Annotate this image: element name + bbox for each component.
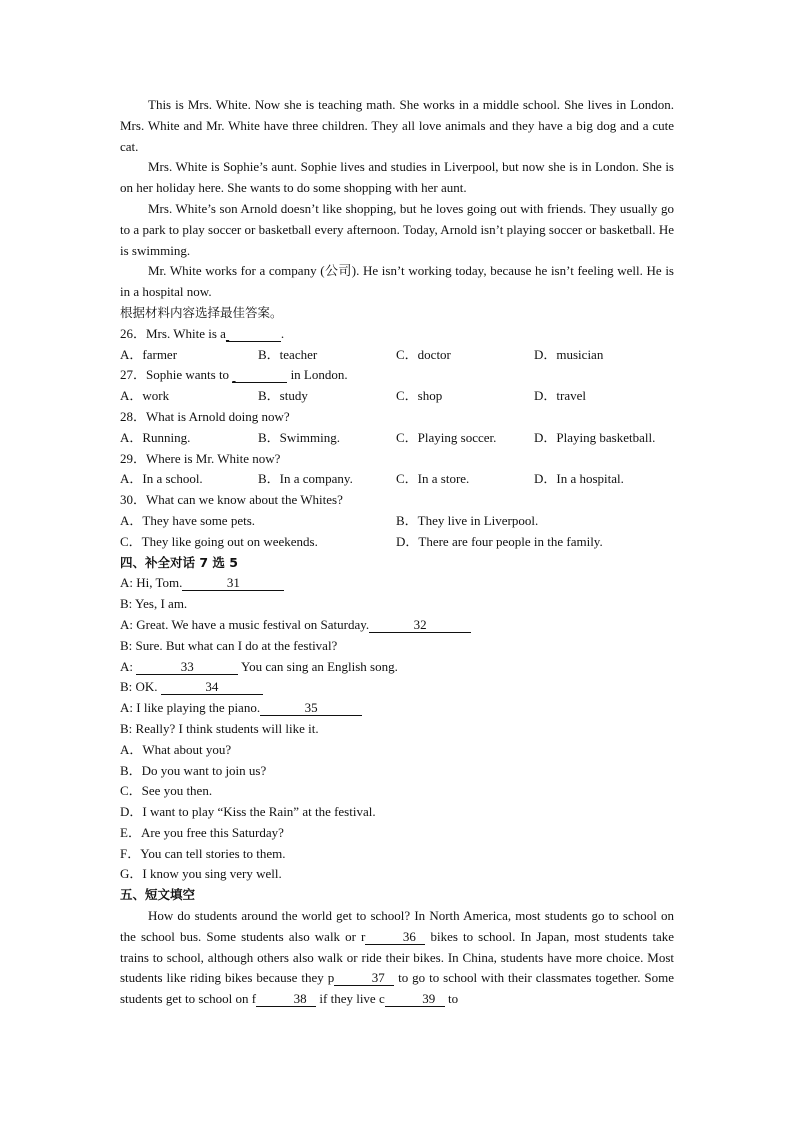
dialog-line-5: A: 33 You can sing an English song. [120,658,398,674]
option-b[interactable]: B．teacher [258,346,318,362]
cloze-blank-36[interactable]: 36 [365,930,425,945]
dialog-line-4: B: Sure. But what can I do at the festival? [120,637,338,653]
option-b[interactable]: B．In a company. [258,471,353,487]
question-27: 27．Sophie wants to in London. [120,367,348,383]
option-d[interactable]: D．musician [534,346,604,362]
dialog-option-e[interactable]: E．Are you free this Saturday? [120,824,284,840]
question-30-options-row-1 [120,511,674,532]
option-b[interactable]: B．Swimming. [258,429,340,445]
question-29: 29．Where is Mr. White now? [120,450,281,466]
dialog-blank-33[interactable]: 33 [136,660,238,675]
question-28-options [120,428,674,449]
option-b[interactable]: B．They live in Liverpool. [396,512,539,528]
option-d[interactable]: D．In a hospital. [534,471,624,487]
option-c[interactable]: C．shop [396,388,443,404]
dialog-line-3: A: Great. We have a music festival on Saturday. 32 [120,615,674,636]
option-d[interactable]: D．There are four people in the family. [396,533,603,549]
option-b[interactable]: B．study [258,388,308,404]
passage-paragraph-3: Mrs. White’s son Arnold doesn’t like shopping, but he loves going out with friends. They usually go to a park to play soccer or basketball every afternoon. Today, Arnold isn’t playing soccer or basketball. He is swimming. [120,200,674,258]
dialog-line-2: B: Yes, I am. [120,596,188,612]
dialog-option-f[interactable]: F．You can tell stories to them. [120,845,286,861]
section-4-heading: 四、补全对话 7 选 5 [120,554,238,570]
option-a[interactable]: A．Running. [120,429,191,445]
worksheet-page [120,95,674,1010]
option-c[interactable]: C．They like going out on weekends. [120,533,318,549]
dialog-line-1: A: Hi, Tom. 31 [120,573,674,594]
dialog-blank-31[interactable]: 31 [182,576,284,591]
passage-paragraph-2: Mrs. White is Sophie’s aunt. Sophie lives and studies in Liverpool, but now she is in London. She is on her holiday here. She wants to do some shopping with her aunt. [120,159,674,196]
cloze-blank-39[interactable]: 39 [385,992,445,1007]
option-a[interactable]: A．In a school. [120,471,203,487]
passage-paragraph-1: This is Mrs. White. Now she is teaching math. She works in a middle school. She lives in London. Mrs. White and Mr. White have three children. They all love animals and they have a big dog and a cute cat. [120,97,674,154]
cloze-blank-38[interactable]: 38 [256,992,316,1007]
question-28: 28．What is Arnold doing now? [120,408,290,424]
question-26: 26．Mrs. White is a . [120,325,285,341]
question-26-options [120,345,674,366]
section-5-heading: 五、短文填空 [120,887,196,903]
question-27-options [120,386,674,407]
question-30-options-row-2 [120,532,674,553]
passage-paragraph-4: Mr. White works for a company (公司). He isn’t working today, because he isn’t feeling well. He is in a hospital now. [120,263,674,300]
dialog-option-c[interactable]: C．See you then. [120,783,213,799]
cloze-paragraph: How do students around the world get to school? In North America, most students go to school on the school bus. Some students also walk or r 36 bikes to school. In Japan, most students take trains to school, although others also walk or ride their bikes. In China, students have more choice. Most students like riding bikes because they p 37 to go to school with their classmates together. Some students get to school on f 38 if they live c 39 to [120,908,674,1007]
dialog-option-a[interactable]: A．What about you? [120,741,232,757]
option-a[interactable]: A．They have some pets. [120,512,256,528]
answer-blank[interactable] [226,327,281,342]
dialog-option-g[interactable]: G．I know you sing very well. [120,866,282,882]
option-c[interactable]: C．Playing soccer. [396,429,497,445]
option-c[interactable]: C．doctor [396,346,451,362]
dialog-blank-32[interactable]: 32 [369,618,471,633]
dialog-blank-35[interactable]: 35 [260,701,362,716]
reading-instruction: 根据材料内容选择最佳答案。 [120,304,283,320]
dialog-option-d[interactable]: D．I want to play “Kiss the Rain” at the festival. [120,804,376,820]
dialog-line-7: A: I like playing the piano. 35 [120,698,674,719]
cloze-blank-37[interactable]: 37 [334,971,394,986]
dialog-option-b[interactable]: B．Do you want to join us? [120,762,267,778]
option-d[interactable]: D．travel [534,388,586,404]
option-c[interactable]: C．In a store. [396,471,470,487]
option-d[interactable]: D．Playing basketball. [534,429,656,445]
dialog-line-8: B: Really? I think students will like it. [120,720,319,736]
answer-blank[interactable] [232,368,287,383]
question-29-options [120,469,674,490]
dialog-line-6: B: OK. 34 [120,677,674,698]
dialog-blank-34[interactable]: 34 [161,680,263,695]
question-30: 30．What can we know about the Whites? [120,492,343,508]
option-a[interactable]: A．work [120,388,170,404]
option-a[interactable]: A．farmer [120,346,178,362]
